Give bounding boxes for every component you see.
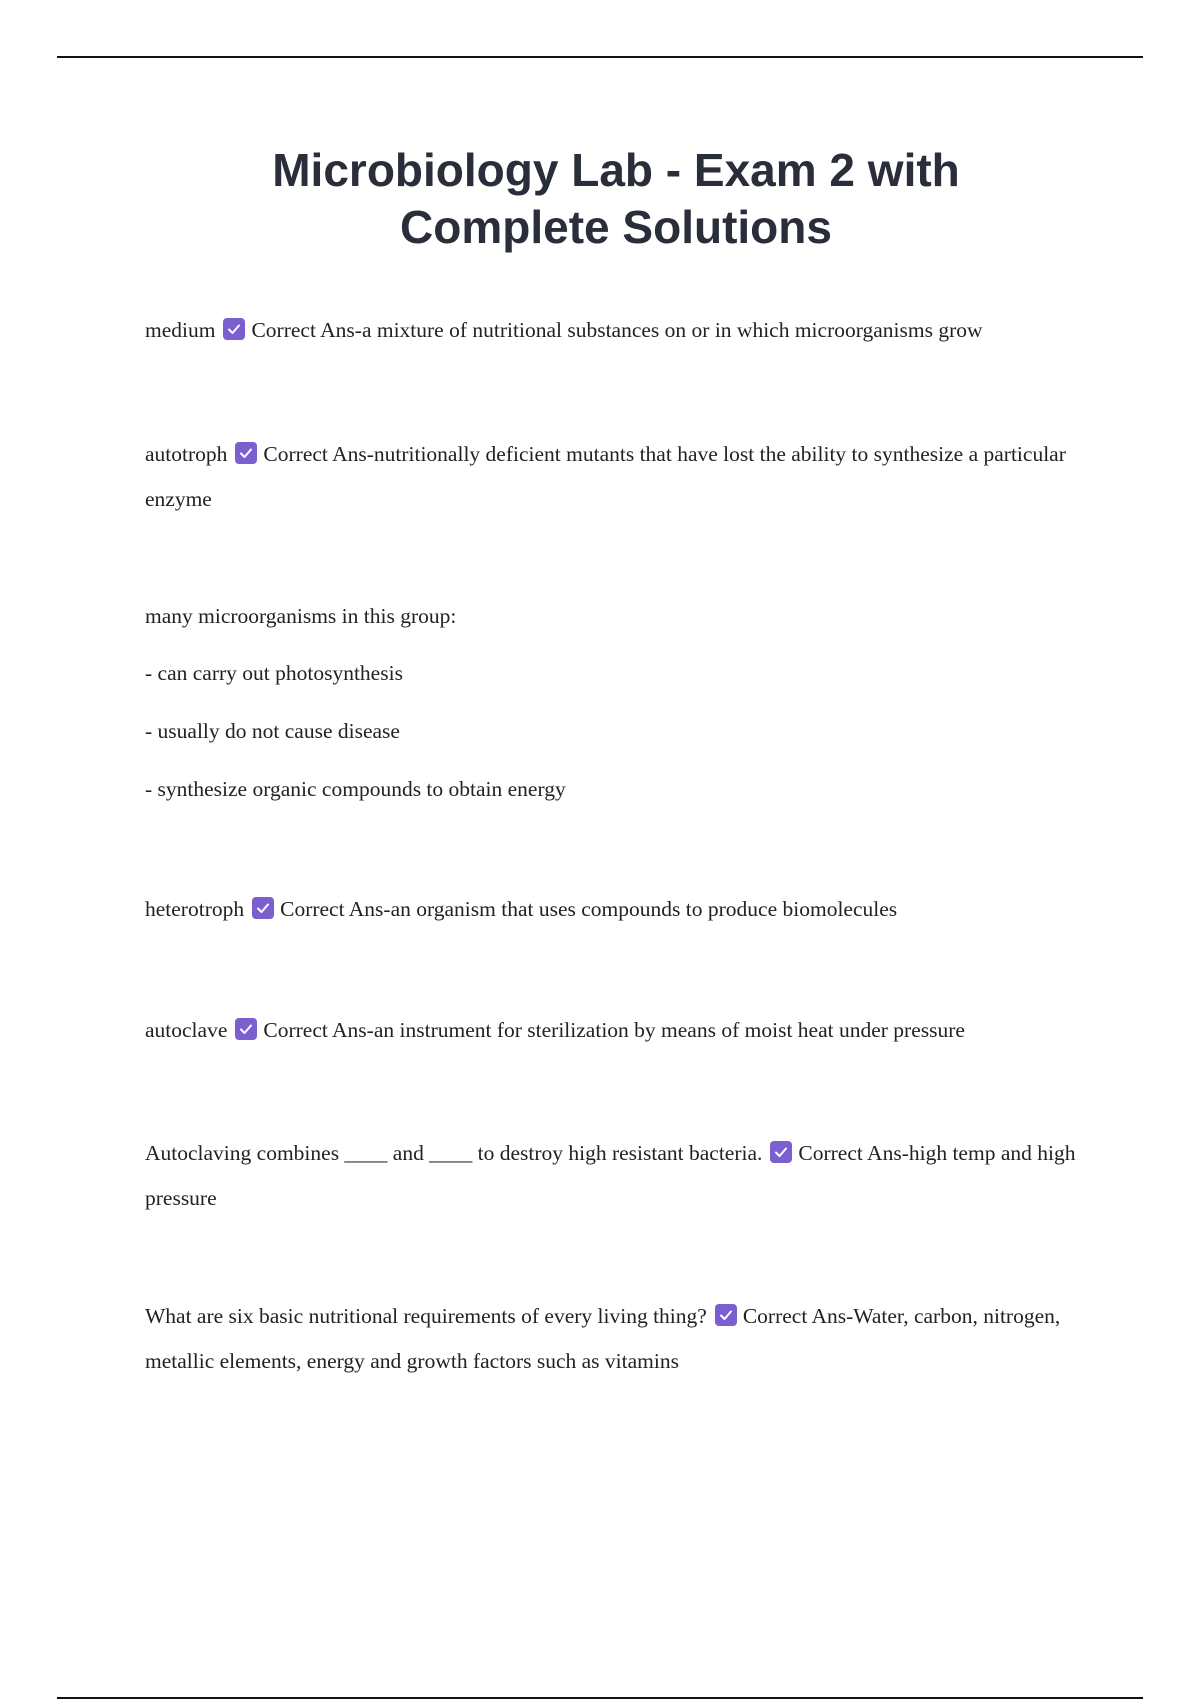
qa-item-autoclaving — [145, 1131, 1100, 1221]
qa-term: What are six basic nutritional requirements of every living thing? — [145, 1304, 707, 1328]
qa-term: Autoclaving combines ____ and ____ to destroy high resistant bacteria. — [145, 1141, 763, 1165]
checked-box-icon — [770, 1141, 792, 1163]
qa-answer: nutritionally deficient mutants that have lost the ability to synthesize a particular enzyme — [145, 442, 1066, 511]
qa-item-autoclave — [145, 1008, 1100, 1053]
checked-box-icon — [235, 1018, 257, 1040]
checked-box-icon — [252, 897, 274, 919]
group-bullet: - usually do not cause disease — [145, 719, 400, 743]
title-line-2: Complete Solutions — [400, 201, 832, 253]
answer-prefix: Correct Ans- — [798, 1141, 909, 1165]
qa-term: medium — [145, 318, 216, 342]
qa-answer: high temp and high pressure — [145, 1141, 1076, 1210]
checked-box-icon — [715, 1304, 737, 1326]
checked-box-icon — [223, 318, 245, 340]
qa-answer: an instrument for sterilization by means of moist heat under pressure — [373, 1018, 965, 1042]
group-bullet: - synthesize organic compounds to obtain energy — [145, 777, 566, 801]
qa-term: heterotroph — [145, 897, 245, 921]
qa-answer: a mixture of nutritional substances on or in which microorganisms grow — [361, 318, 983, 342]
answer-prefix: Correct Ans- — [251, 318, 362, 342]
qa-answer: an organism that uses compounds to produce biomolecules — [390, 897, 898, 921]
group-heading: many microorganisms in this group: — [145, 604, 457, 628]
top-rule — [57, 56, 1143, 58]
qa-item-medium — [145, 308, 1100, 353]
qa-item-nutritional-requirements — [145, 1294, 1100, 1384]
checked-box-icon — [235, 442, 257, 464]
qa-item-heterotroph — [145, 887, 1100, 932]
answer-prefix: Correct Ans- — [742, 1304, 854, 1328]
group-bullet: - can carry out photosynthesis — [145, 661, 403, 685]
answer-prefix: Correct Ans- — [263, 1018, 374, 1042]
answer-prefix: Correct Ans- — [263, 442, 374, 466]
qa-term: autotroph — [145, 442, 228, 466]
qa-answer: Water, carbon, nitrogen, metallic elements, energy and growth factors such as vitamins — [145, 1304, 1061, 1373]
qa-term: autoclave — [145, 1018, 228, 1042]
title-line-1: Microbiology Lab - Exam 2 with — [272, 144, 960, 196]
answer-prefix: Correct Ans- — [280, 897, 391, 921]
bottom-rule — [57, 1697, 1143, 1699]
qa-item-autotroph — [145, 432, 1100, 522]
document-title — [150, 142, 1082, 256]
